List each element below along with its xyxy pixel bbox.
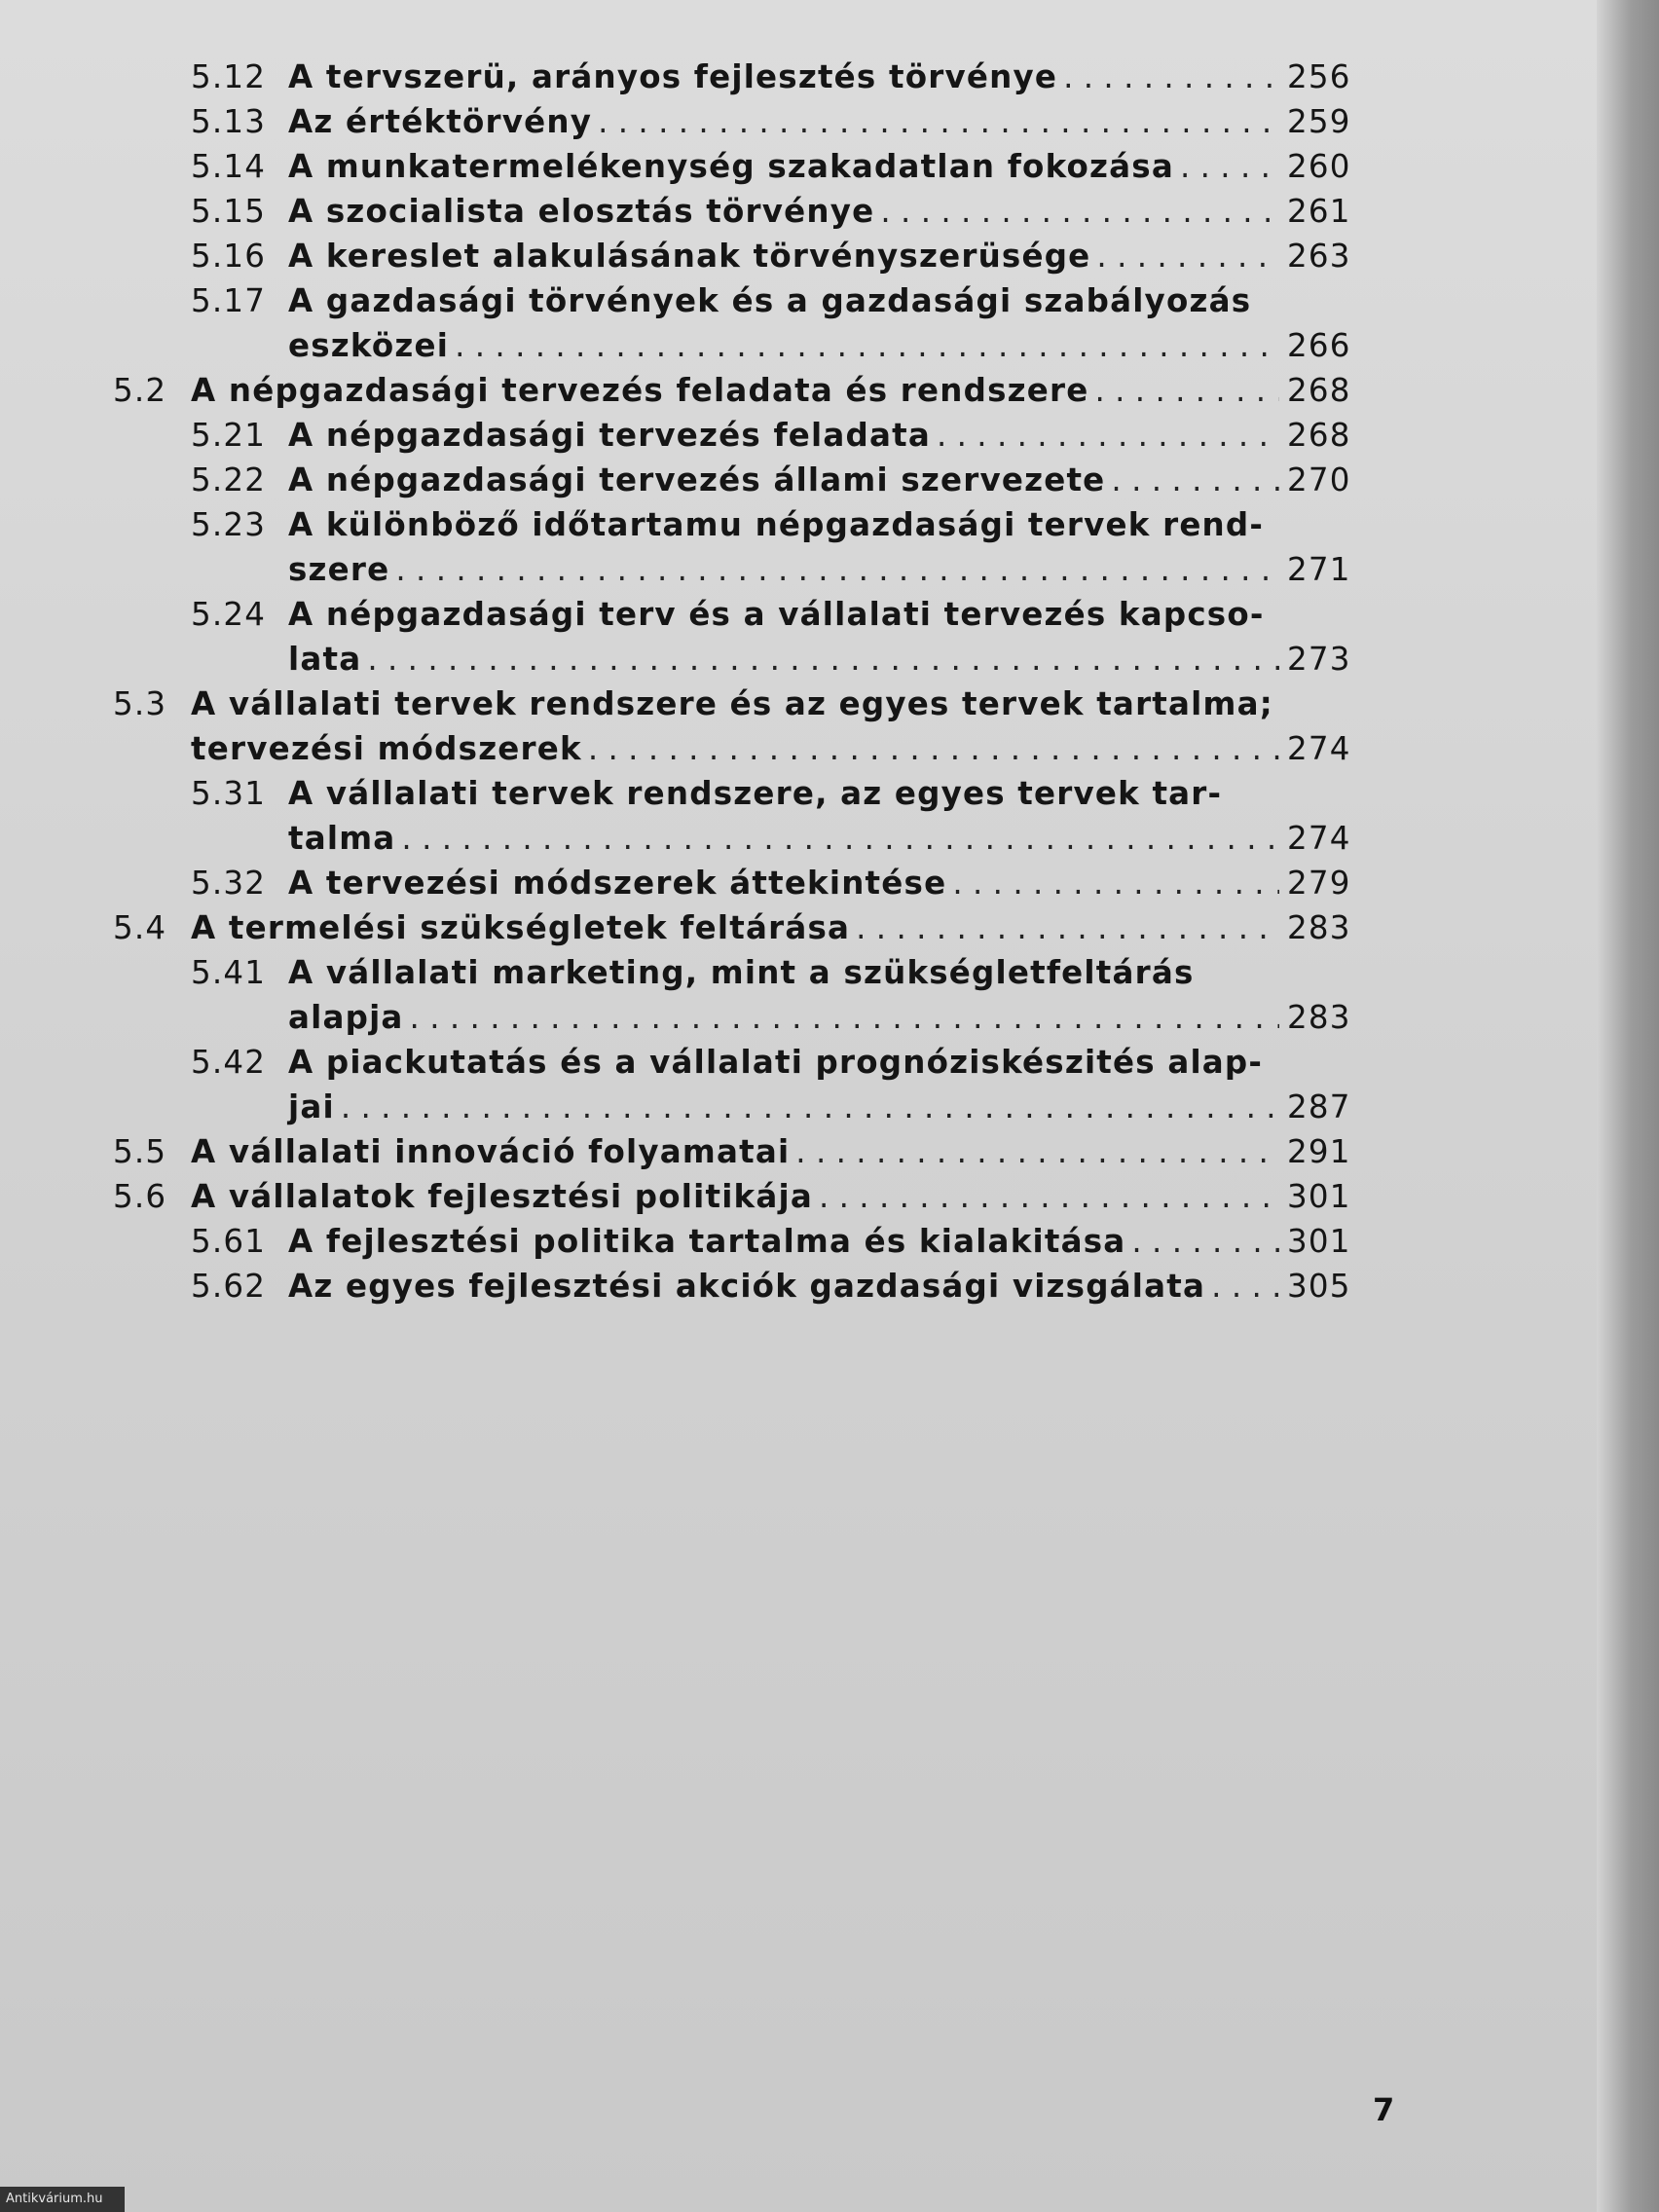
toc-entry (191, 144, 1351, 189)
toc-entry (191, 592, 1347, 637)
leader-dots (341, 1085, 1279, 1129)
leader-dots (598, 99, 1279, 144)
toc-entry-title: A népgazdasági terv és a vállalati tervezés kapcso- (288, 596, 1265, 633)
toc-entry-page: 291 (1287, 1133, 1351, 1170)
toc-entry-continuation (191, 726, 1351, 771)
toc-entry (191, 99, 1351, 144)
toc-entry-continuation (288, 995, 1351, 1040)
leader-dots (1096, 234, 1279, 278)
toc-entry-title: A termelési szükségletek feltárása (191, 909, 851, 946)
leader-dots (401, 816, 1279, 861)
toc-entry-page: 263 (1287, 238, 1351, 275)
toc-entry-title: A vállalatok fejlesztési politikája (191, 1178, 813, 1215)
toc-entry-page: 260 (1287, 148, 1351, 185)
toc-entry-number: 5.14 (191, 148, 267, 185)
toc-entry-title-cont: szere (288, 551, 390, 588)
toc-entry-continuation (288, 547, 1351, 592)
toc-entry-title: Az értéktörvény (288, 103, 593, 140)
toc-entry-title: A vállalati tervek rendszere és az egyes tervek tartalma; (191, 685, 1273, 722)
leader-dots (1180, 144, 1279, 189)
toc-entry-page: 270 (1287, 461, 1351, 498)
toc-entry-continuation (288, 637, 1351, 682)
toc-section (113, 682, 1347, 726)
toc-entry-number: 5.5 (113, 1133, 167, 1170)
toc-entry (191, 861, 1351, 905)
toc-entry (191, 502, 1347, 547)
toc-entry-number: 5.32 (191, 865, 267, 902)
toc-entry (191, 950, 1347, 995)
toc-entry-number: 5.41 (191, 954, 267, 991)
toc-entry-number: 5.61 (191, 1223, 267, 1260)
leader-dots (1211, 1264, 1279, 1309)
toc-entry-page: 274 (1287, 730, 1351, 767)
toc-entry-number: 5.62 (191, 1268, 267, 1305)
toc-entry (191, 278, 1347, 323)
leader-dots (1063, 55, 1279, 99)
toc-entry-page: 256 (1287, 58, 1351, 95)
toc-entry-number: 5.15 (191, 193, 267, 230)
toc-entry-number: 5.2 (113, 372, 167, 409)
toc-entry-title-cont: talma (288, 820, 396, 857)
toc-entry-title: A vállalati marketing, mint a szükségletfeltárás (288, 954, 1195, 991)
page-edge-shadow (1597, 0, 1659, 2212)
toc-entry-number: 5.22 (191, 461, 267, 498)
toc-entry-page: 273 (1287, 641, 1351, 678)
leader-dots (937, 413, 1279, 458)
toc-entry-number: 5.13 (191, 103, 267, 140)
toc-entry-page: 279 (1287, 865, 1351, 902)
toc-entry-page: 301 (1287, 1178, 1351, 1215)
toc-entry-number: 5.23 (191, 506, 267, 543)
leader-dots (880, 189, 1279, 234)
toc-entry-page: 274 (1287, 820, 1351, 857)
toc-section (113, 1129, 1351, 1174)
toc-entry-title-cont: jai (288, 1088, 335, 1125)
toc-entry (191, 1040, 1347, 1085)
toc-entry-number: 5.3 (113, 685, 167, 722)
toc-entry-page: 283 (1287, 909, 1351, 946)
toc-section (113, 1174, 1351, 1219)
leader-dots (588, 726, 1279, 771)
page-number: 7 (1373, 2091, 1395, 2128)
watermark: Antikvárium.hu (0, 2187, 125, 2212)
toc-entry-page: 266 (1287, 327, 1351, 364)
toc-entry-continuation (288, 816, 1351, 861)
toc-entry-title-cont: tervezési módszerek (191, 730, 582, 767)
toc-entry-title: A szocialista elosztás törvénye (288, 193, 875, 230)
toc-entry-number: 5.4 (113, 909, 167, 946)
toc-entry-title: A népgazdasági tervezés állami szervezete (288, 461, 1106, 498)
toc-entry-title: A kereslet alakulásának törvényszerüsége (288, 238, 1091, 275)
leader-dots (952, 861, 1279, 905)
toc-entry-page: 283 (1287, 999, 1351, 1036)
toc-entry-page: 261 (1287, 193, 1351, 230)
leader-dots (819, 1174, 1279, 1219)
toc-entry-page: 287 (1287, 1088, 1351, 1125)
leader-dots (856, 905, 1279, 950)
toc-entry (191, 1264, 1351, 1309)
toc-entry-number: 5.12 (191, 58, 267, 95)
toc-entry-title: A különböző időtartamu népgazdasági tervek rend- (288, 506, 1265, 543)
toc-entry-page: 305 (1287, 1268, 1351, 1305)
toc-entry-number: 5.16 (191, 238, 267, 275)
toc-section (113, 905, 1351, 950)
toc-entry-number: 5.31 (191, 775, 267, 812)
toc-entry-title: A piackutatás és a vállalati prognóziskészités alap- (288, 1044, 1264, 1081)
toc-entry-number: 5.24 (191, 596, 267, 633)
toc-entry-title-cont: alapja (288, 999, 404, 1036)
toc-entry-title: A vállalati innováció folyamatai (191, 1133, 791, 1170)
toc-entry (191, 1219, 1351, 1264)
toc-entry-number: 5.6 (113, 1178, 167, 1215)
toc-entry-page: 268 (1287, 417, 1351, 454)
toc-entry-page: 271 (1287, 551, 1351, 588)
toc-entry-title: Az egyes fejlesztési akciók gazdasági vizsgálata (288, 1268, 1206, 1305)
toc-entry-continuation (288, 323, 1351, 368)
toc-entry (191, 55, 1351, 99)
toc-entry-title: A népgazdasági tervezés feladata (288, 417, 931, 454)
leader-dots (1111, 458, 1279, 502)
toc-section (113, 368, 1351, 413)
toc-entry-page: 259 (1287, 103, 1351, 140)
toc-entry-number: 5.42 (191, 1044, 267, 1081)
leader-dots (410, 995, 1279, 1040)
leader-dots (367, 637, 1279, 682)
toc-entry-title: A tervezési módszerek áttekintése (288, 865, 947, 902)
toc-entry-title: A vállalati tervek rendszere, az egyes tervek tar- (288, 775, 1223, 812)
toc-entry-number: 5.21 (191, 417, 267, 454)
toc-entry (191, 458, 1351, 502)
toc-entry-page: 301 (1287, 1223, 1351, 1260)
toc-entry (191, 234, 1351, 278)
leader-dots (455, 323, 1279, 368)
leader-dots (1131, 1219, 1279, 1264)
toc-entry-title: A fejlesztési politika tartalma és kialakitása (288, 1223, 1126, 1260)
toc-entry-title: A tervszerü, arányos fejlesztés törvénye (288, 58, 1058, 95)
toc-entry-title-cont: eszközei (288, 327, 450, 364)
toc-entry-number: 5.17 (191, 282, 267, 319)
toc-entry-continuation (288, 1085, 1351, 1129)
toc-entry (191, 771, 1347, 816)
toc-entry-title: A gazdasági törvények és a gazdasági szabályozás (288, 282, 1252, 319)
toc-entry-title: A munkatermelékenység szakadatlan fokozása (288, 148, 1174, 185)
toc-entry (191, 189, 1351, 234)
leader-dots (795, 1129, 1279, 1174)
toc-entry (191, 413, 1351, 458)
leader-dots (1094, 368, 1279, 413)
toc-entry-title: A népgazdasági tervezés feladata és rendszere (191, 372, 1089, 409)
leader-dots (395, 547, 1279, 592)
toc-entry-title-cont: lata (288, 641, 362, 678)
toc-entry-page: 268 (1287, 372, 1351, 409)
